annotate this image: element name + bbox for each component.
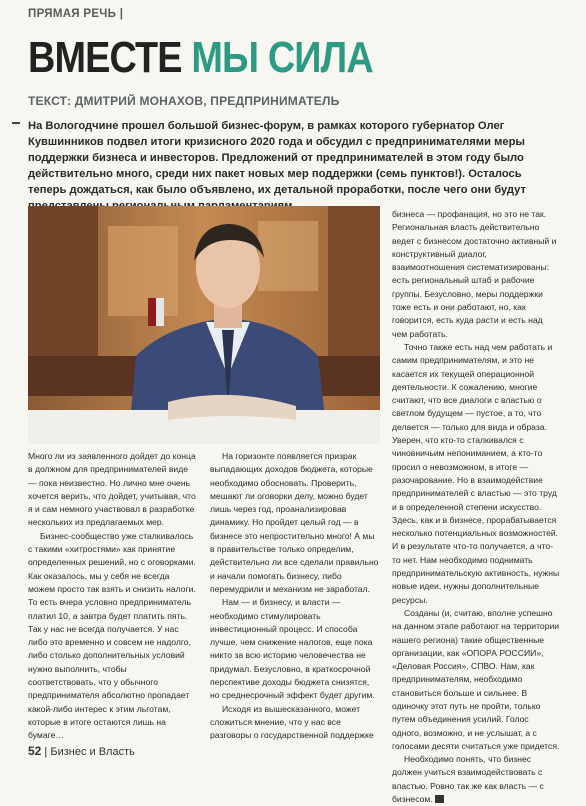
paragraph: бизнеса — профанация, но это не так. Региональная власть действительно ведет с бизнесом достаточно активный и конструктивный диалог, взаимоотношения систематизированы: есть региональный штаб и рабочие группы. Безусловно, меры поддержки тоже есть и они работают, но, как говорится, есть куда расти и есть над чем работать. [392, 209, 557, 339]
paragraph: Исходя из вышесказанного, может сложиться мнение, что у нас все разговоры о государственной поддержке [210, 703, 374, 741]
page-number: 52 [28, 744, 42, 758]
section-rubric: ПРЯМАЯ РЕЧЬ | [28, 8, 124, 20]
end-of-article-icon [435, 795, 444, 803]
businessman-portrait-photo [28, 206, 380, 444]
lead-paragraph: На Вологодчине прошел большой бизнес-форум, в рамках которого губернатор Олег Кувшинников подвел итоги кризисного 2020 года и обсудил с предпринимателями меры поддержки бизнеса и инвесторов. Предложений от предпринимателей в этом году было действительно много, среди них пакет новых мер поддержки (семь пунктов!). Осталось теперь дождаться, как было объявлено, их детальной проработки, после чего они будут [28, 120, 527, 196]
magazine-name: Бизнес и Власть [50, 746, 135, 758]
paragraph: Созданы (и, считаю, вполне успешно на данном этапе работают на территории нашего региона) такие общественные организации, как «ОПОРА РОССИИ», «Деловая Россия», СПВО. Нам, как предпринимателям, необходимо становиться больше и сильнее. В одиночку этот путь не пройти, только путем объединения усилий. Голос одного, возможно, и не услышат, а с голосами десяти считаться уже придется. [392, 607, 560, 751]
portrait-illustration [28, 206, 380, 444]
article-title [28, 34, 373, 82]
footer-separator: | [44, 746, 48, 758]
lead-marker [12, 122, 20, 124]
text-column-2 [210, 450, 380, 743]
final-sentence: Необходимо понять, что бизнес должен учиться взаимодействовать с властью. Ровно так же как власть — с бизнесом. [392, 754, 544, 805]
title-word-1: ВМЕСТЕ [28, 33, 182, 82]
paragraph: Много ли из заявленного дойдет до конца в должном для предпринимателей виде — пока неизвестно. Но лично мне очень хочется верить, что дойдет, учитывая, что я и сам немного участвовал в разработке нескольких из предлагаемых мер. [28, 451, 196, 528]
text-column-3 [392, 208, 560, 806]
text-column-1 [28, 450, 196, 743]
paragraph: Точно также есть над чем работать и самим предпринимателям, и это не касается их текущей операционной деятельности. К сожалению, многие считают, что все диалоги с властью о светлом будущем — пустое, а то, что делается — только для вида и образа. Уверен, что кто-то сталкивался с чиновничьим непониманием, а кто-то просил о невозможном, в итоге — разочарование. Но в взаимодействие предпринимателей с властью — это труд и в определенной степени искусство. Здесь, как и в бизнесе, прорабатывается несколько потенциальных возможностей. И в результате что-то получается, а что-то нет. Нам необходимо поднимать предпринимательскую активность, нужны новые идеи, нужны дополнительные ресурсы. [392, 341, 560, 605]
paragraph [392, 753, 560, 806]
paragraph: Нам — и бизнесу, и власти — необходимо стимулировать инвестиционный процесс. И способа лучше, чем снижение налогов, еще пока никто за всю историю человечества не придумал. Безусловно, в краткосрочной перспективе доходы бюджета снизятся, но среднесрочный эффект будет другим. [210, 597, 375, 701]
paragraph: На горизонте появляется призрак выпадающих доходов бюджета, которые необходимо обосновать. Проверить, мешают ли оговорки делу, можно будет лишь через год, проанализировав динамику. Но пройдет целый год — в бизнесе это непростительно много! А мы в правительстве только определим, действительно ли все сделали правильно и начали помогать бизнесу, либо перемудрили и механизм не заработал. [210, 451, 379, 594]
byline: ТЕКСТ: ДМИТРИЙ МОНАХОВ, ПРЕДПРИНИМАТЕЛЬ [28, 94, 340, 108]
paragraph: Бизнес-сообщество уже сталкивалось с такими «хитростями» как принятие определенных решений, но с оговорками. Как оказалось, мы у себя не всегда можем просто так взять и снизить налоги. То есть вчера условно предприниматель платил 10, а завтра будет платить пять. Так у нас не всегда получается. У нас либо это временно и совсем не надолго, либо столько дополнительных условий нужно выполнить, чтобы соответствовать, что у обычного предпринимателя абсолютно пропадает какой-либо интерес к этим льготам, которые в итоге остаются лишь на бумаге… [28, 530, 196, 741]
title-word-2: МЫ СИЛА [191, 33, 373, 82]
page-footer [28, 744, 135, 758]
